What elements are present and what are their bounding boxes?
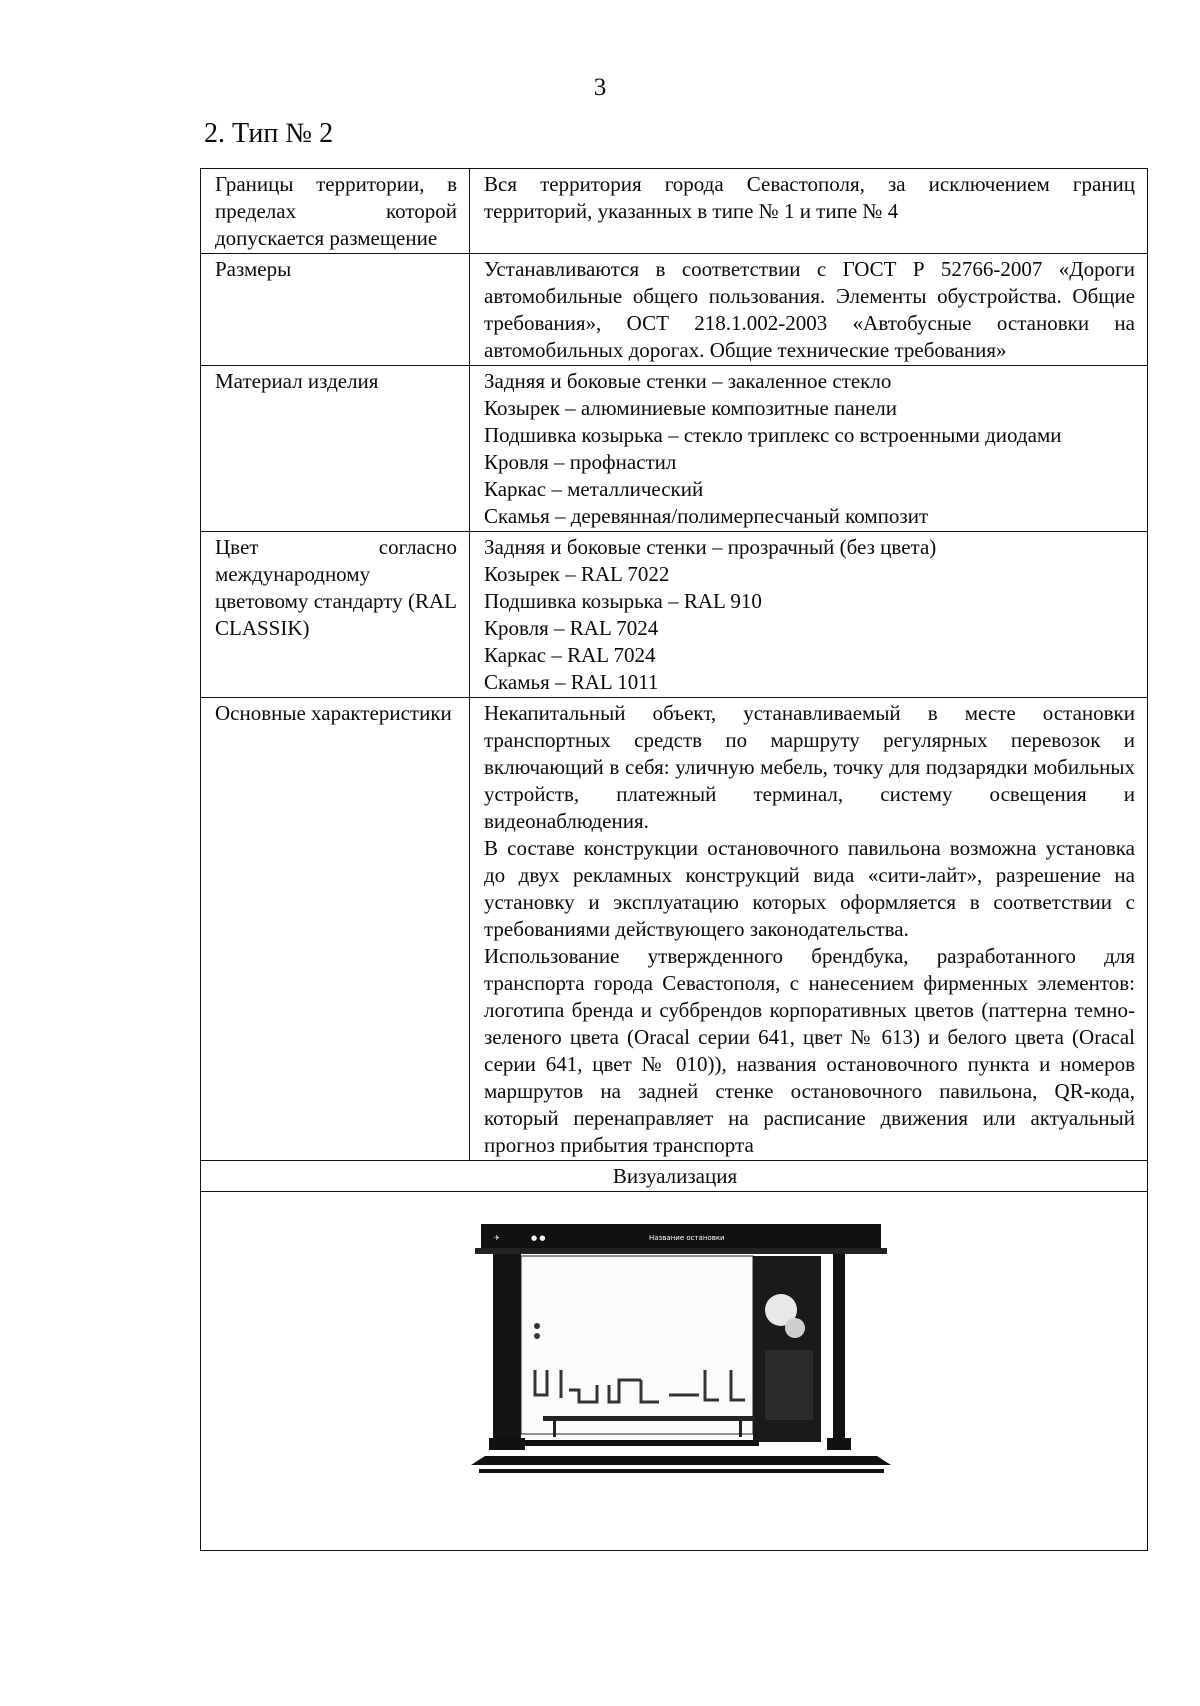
row-value-characteristics [470,698,1148,1161]
value-paragraph: Использование утвержденного брендбука, разработанного для транспорта города Севастополя, с нанесением фирменных элементов: логотипа бренда и суббрендов корпоративных цветов (паттерна темно-зеленого цвета (Oracal серии 641, цвет № 613) и белого цвета (Oracal серии 641, цвет № 010)), названия остановочного пункта и номеров маршрутов на задней стенке остановочного павильона, QR-кода, который перенаправляет на расписание движения или актуальный прогноз прибытия транспорта [484,944,1135,1157]
svg-text:✈: ✈ [494,1234,500,1242]
row-label-dimensions: Размеры [201,254,470,366]
table-row [201,254,1148,366]
value-line: Скамья – RAL 1011 [484,670,659,694]
value-paragraph: Некапитальный объект, устанавливаемый в месте остановки транспортных средств по маршруту регулярных перевозок и включающий в себя: уличную мебель, точку для подзарядки мобильных устройств, платежный терминал, систему освещения и видеонаблюдения. [484,701,1135,833]
table-row [201,1192,1148,1551]
stop-name-sign: Название остановки [649,1234,725,1242]
svg-text:● ●: ● ● [531,1234,546,1242]
bus-shelter-image [469,1220,894,1480]
value-line: Кровля – RAL 7024 [484,616,659,640]
value-line: Подшивка козырька – стекло триплекс со встроенными диодами [484,423,1062,447]
row-label-characteristics: Основные характеристики [201,698,470,1161]
section-title: 2. Тип № 2 [204,118,334,149]
table-row [201,366,1148,532]
table-row [201,532,1148,698]
value-line: Задняя и боковые стенки – закаленное стекло [484,369,892,393]
value-line: Козырек – алюминиевые композитные панели [484,396,897,420]
value-line: Вся территория города Севастополя, за исключением границ территорий, указанных в типе № 1 и типе № 4 [484,172,1135,223]
visualization-header: Визуализация [201,1161,1148,1192]
table-row [201,169,1148,254]
visualization-cell [201,1192,1148,1551]
value-line: Каркас – металлический [484,477,704,501]
row-value-color [470,532,1148,698]
value-line: Подшивка козырька – RAL 910 [484,589,762,613]
row-value-material [470,366,1148,532]
value-line: Каркас – RAL 7024 [484,643,656,667]
page-number: 3 [593,74,607,101]
row-value-dimensions [470,254,1148,366]
value-line: Скамья – деревянная/полимерпесчаный композит [484,504,929,528]
value-line: Устанавливаются в соответствии с ГОСТ Р 52766-2007 «Дороги автомобильные общего пользования. Элементы обустройства. Общие требования», ОСТ 218.1.002-2003 «Автобусные остановки на автомобильных дорогах. Общие технические требования» [484,257,1135,362]
value-line: Козырек – RAL 7022 [484,562,670,586]
value-paragraph: В составе конструкции остановочного павильона возможна установка до двух рекламных конструкций вида «сити-лайт», разрешение на установку и эксплуатацию которых оформляется в соответствии с требованиями действующего законодательства. [484,836,1135,941]
specification-table [200,168,1148,1551]
value-line: Задняя и боковые стенки – прозрачный (без цвета) [484,535,937,559]
row-label-territory: Границы территории, в пределах которой допускается размещение [201,169,470,254]
row-value-territory [470,169,1148,254]
row-label-material: Материал изделия [201,366,470,532]
table-row [201,698,1148,1161]
table-row [201,1161,1148,1192]
row-label-color: Цвет согласно международному цветовому стандарту (RAL CLASSIK) [201,532,470,698]
value-line: Кровля – профнастил [484,450,677,474]
